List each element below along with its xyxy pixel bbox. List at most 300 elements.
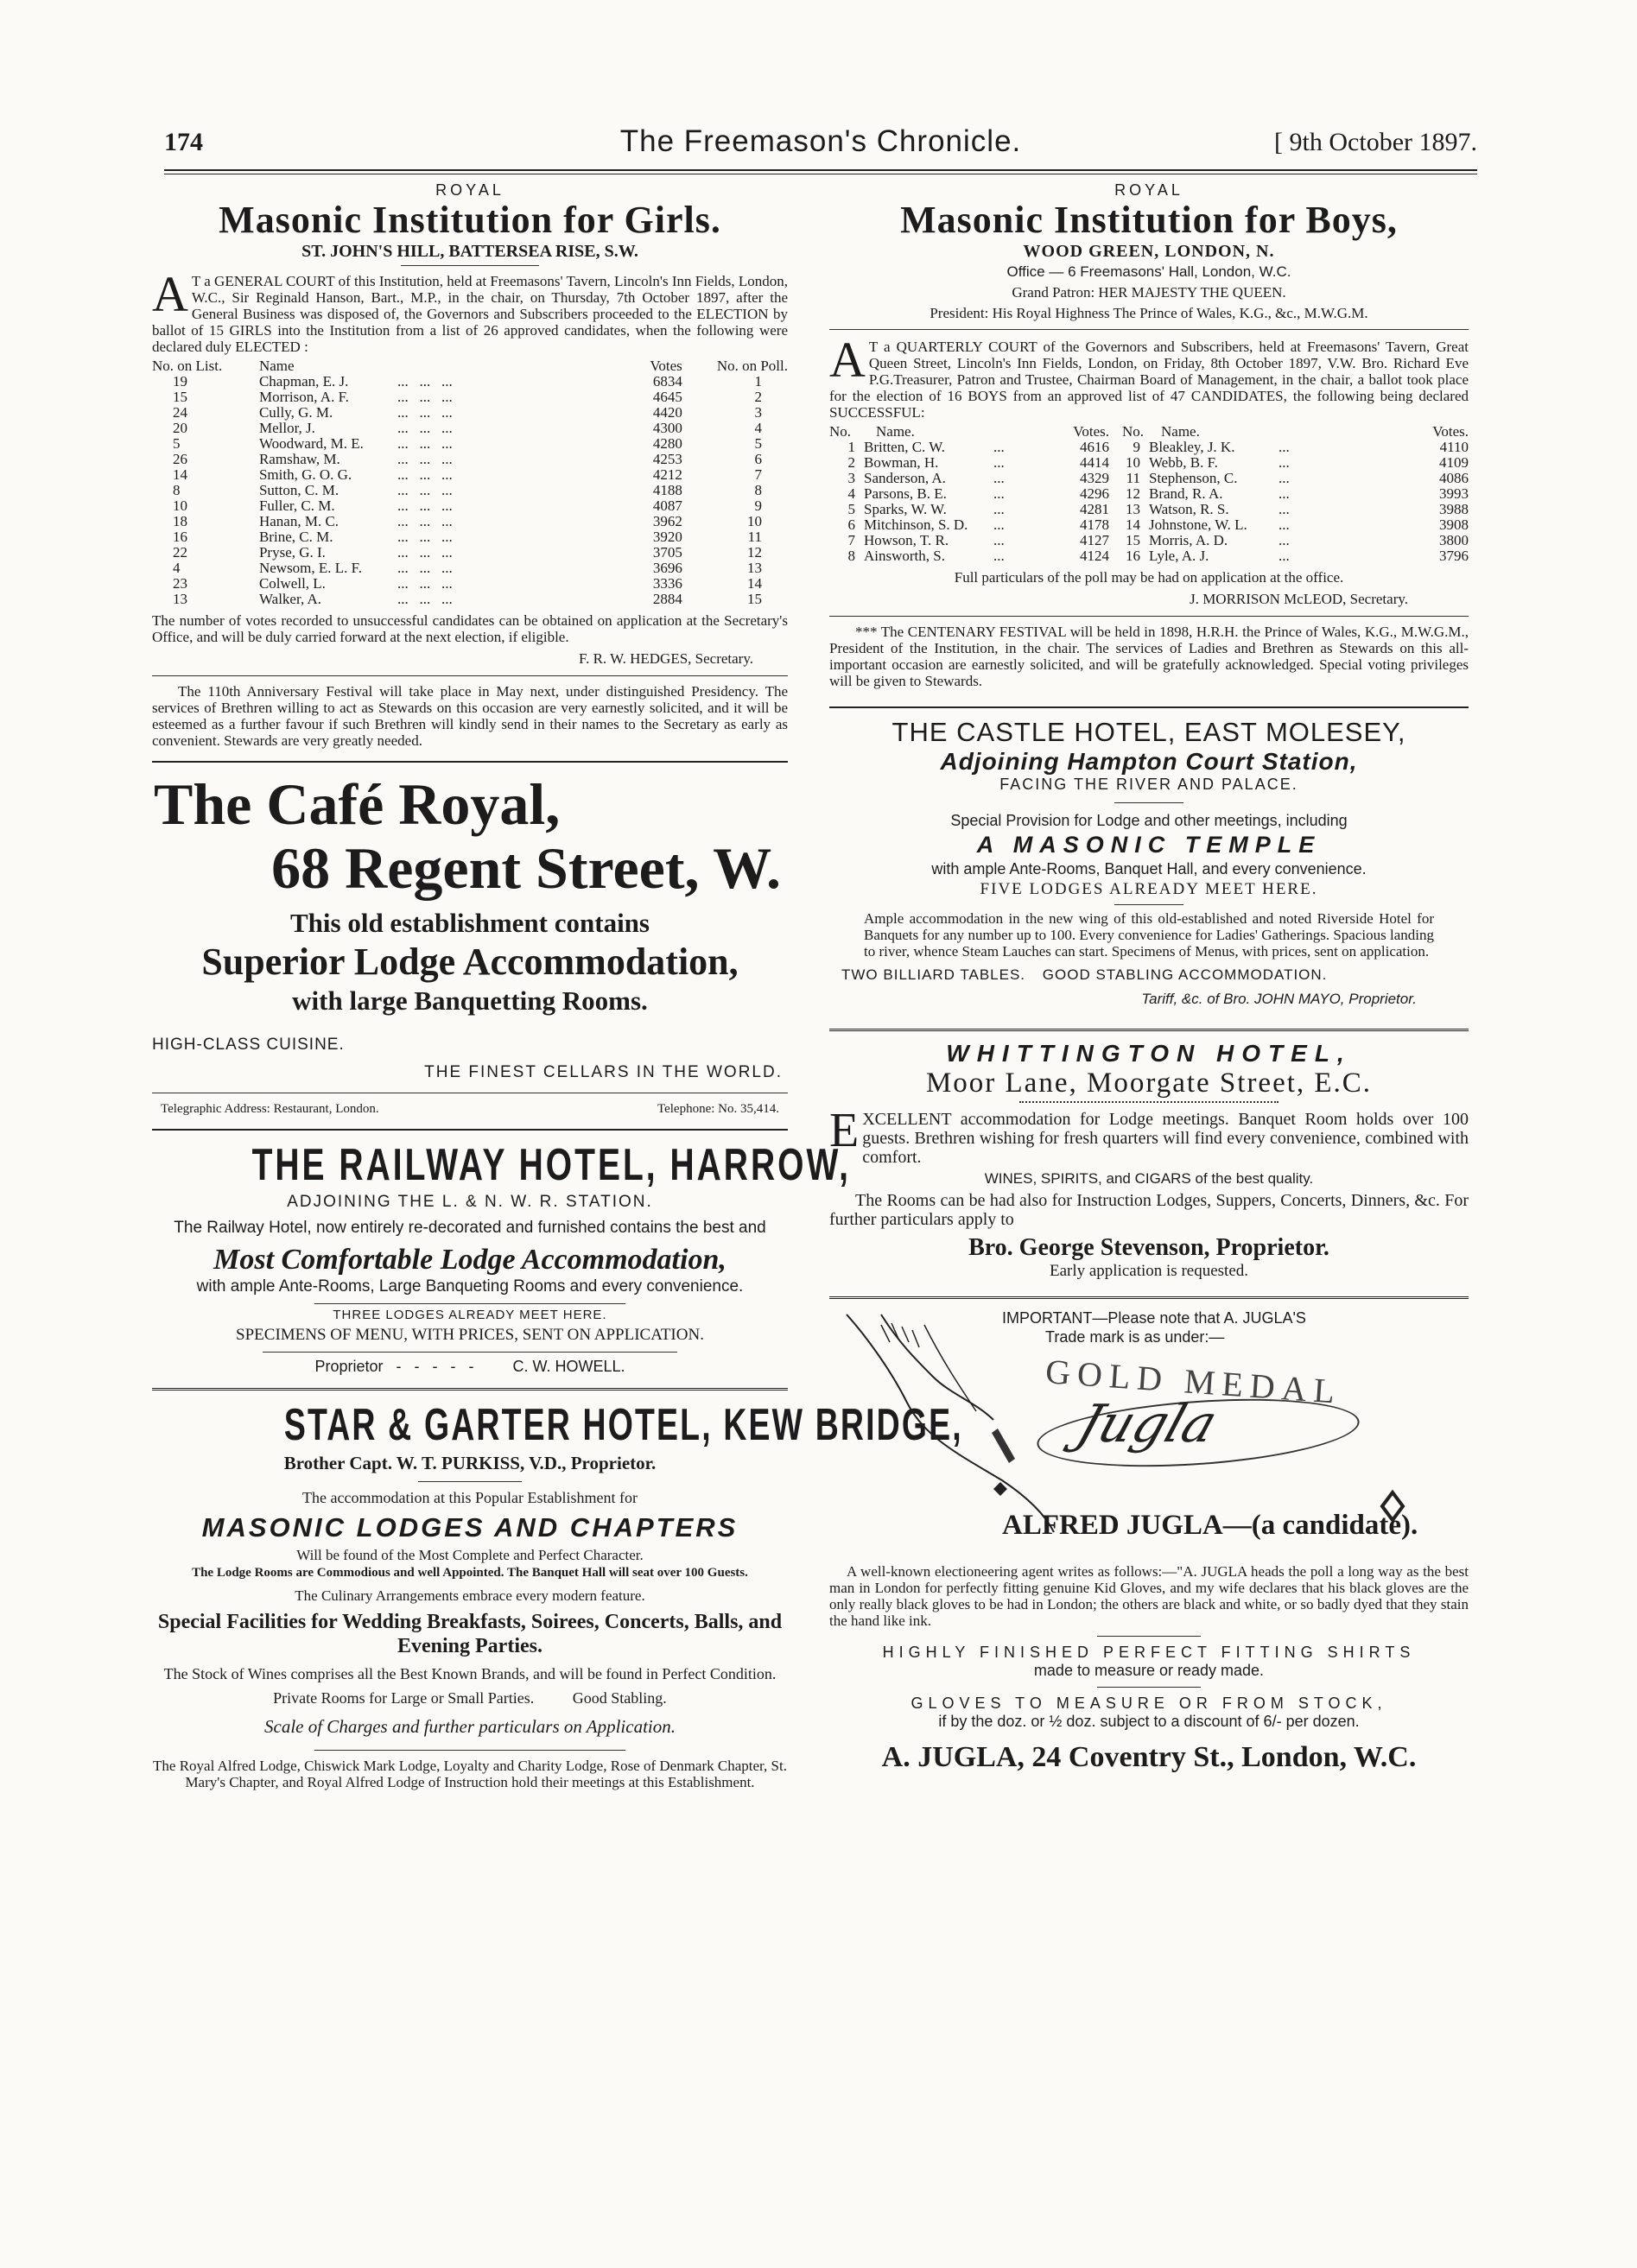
candidate-name xyxy=(247,561,605,576)
table-row xyxy=(152,592,788,607)
railway-adjoining: ADJOINING THE L. & N. W. R. STATION. xyxy=(287,1193,653,1211)
number: 13 xyxy=(1126,501,1140,517)
girls-poll-body xyxy=(152,374,788,607)
castle-with: with ample Ante-Rooms, Banquet Hall, and every convenience. xyxy=(931,860,1367,877)
whittington-early: Early application is requested. xyxy=(1049,1262,1249,1280)
table-row xyxy=(829,486,1469,502)
leader-dots: ... xyxy=(1279,548,1290,564)
star-title: STAR & GARTER HOTEL, KEW BRIDGE, xyxy=(283,1400,963,1450)
jugla-address: A. JUGLA, 24 Coventry St., London, W.C. xyxy=(881,1741,1417,1773)
table-row xyxy=(152,576,788,592)
candidate-name-text: Parsons, B. E. xyxy=(864,485,947,502)
whittington-address: Moor Lane, Moorgate Street, E.C. xyxy=(925,1067,1373,1099)
candidate-name xyxy=(247,436,605,452)
leader-dots: ... ... ... xyxy=(397,451,453,467)
poll-position: 7 xyxy=(754,466,762,483)
number: 9 xyxy=(1133,439,1140,455)
girls-festival: The 110th Anniversary Festival will take place in May next, under distinguished Presidency. The services of Brethren willing to act as Stewards on this occasion are very earnestly solicited, and it will be esteemed as a further favour if such Brethren will kindly send in their names to the Secretary as early as convenient. Stewards are very greatly needed. xyxy=(152,683,788,749)
cafe-title-1: The Café Royal, xyxy=(154,771,561,837)
candidate-name xyxy=(247,483,605,498)
votes: 4414 xyxy=(1080,454,1109,471)
whittington-body xyxy=(829,1104,1469,1167)
boys-kicker: ROYAL xyxy=(1114,181,1183,199)
leader-dots: ... ... ... xyxy=(397,420,453,436)
candidate-name xyxy=(859,517,1049,533)
leader-dots: ... ... ... xyxy=(397,389,453,405)
votes: 3962 xyxy=(652,513,682,529)
whittington-wines: WINES, SPIRITS, and CIGARS of the best quality. xyxy=(984,1170,1314,1187)
star-stabling: Good Stabling. xyxy=(572,1689,667,1707)
cafe-line-1: This old establishment contains xyxy=(289,908,650,938)
candidate-name xyxy=(247,576,605,592)
boys-intro xyxy=(829,332,1469,421)
candidate-name xyxy=(247,592,605,607)
candidate-name xyxy=(247,467,605,483)
candidate-name xyxy=(247,545,605,561)
leader-dots: ... ... ... xyxy=(397,513,453,529)
jugla-rule-2 xyxy=(1097,1687,1201,1688)
list-number: 8 xyxy=(173,482,181,498)
cafe-telephone: Telephone: No. 35,414. xyxy=(657,1102,779,1116)
star-brother: Brother Capt. W. T. PURKISS, V.D., Proprietor. xyxy=(283,1453,657,1473)
railway-title-wrap xyxy=(152,1139,851,1191)
whittington-title: WHITTINGTON HOTEL, xyxy=(946,1040,1352,1067)
list-number: 4 xyxy=(173,560,181,576)
list-number: 26 xyxy=(173,451,187,467)
votes: 4087 xyxy=(652,497,682,514)
votes: 4253 xyxy=(652,451,682,467)
cafe-line-2: Superior Lodge Accommodation, xyxy=(201,941,739,983)
table-row xyxy=(152,452,788,467)
girls-secretary: F. R. W. HEDGES, Secretary. xyxy=(579,650,753,667)
boys-col-name-2: Name. xyxy=(1161,423,1200,440)
whittington-bro: Bro. George Stevenson, Proprietor. xyxy=(968,1234,1329,1261)
leader-dots: ... xyxy=(1279,454,1290,471)
candidate-name xyxy=(247,514,605,529)
girls-col-name: Name xyxy=(258,358,295,374)
leader-dots: ... xyxy=(1279,485,1290,502)
candidate-name xyxy=(247,421,605,436)
table-row xyxy=(152,436,788,452)
votes: 4127 xyxy=(1080,532,1109,548)
table-row xyxy=(152,467,788,483)
candidate-name xyxy=(1144,440,1334,455)
star-rooms: The Lodge Rooms are Commodious and well Appointed. The Banquet Hall will seat over 100 Guests. xyxy=(192,1566,748,1580)
table-row xyxy=(152,514,788,529)
section-rule xyxy=(829,1029,1469,1031)
castle-billiard: TWO BILLIARD TABLES. xyxy=(841,966,1026,983)
boys-col-no: No. xyxy=(829,423,852,440)
votes: 4296 xyxy=(1080,485,1109,502)
votes: 3336 xyxy=(652,575,682,592)
star-special: Special Facilities for Wedding Breakfasts, Soirees, Concerts, Balls, and Evening Parties. xyxy=(157,1611,783,1657)
section-rule xyxy=(829,706,1469,708)
castle-features xyxy=(829,966,1469,984)
leader-dots: ... ... ... xyxy=(397,404,453,421)
star-found: Will be found of the Most Complete and Perfect Character. xyxy=(296,1547,644,1563)
jugla-trademark: Trade mark is as under:— xyxy=(1045,1328,1225,1346)
poll-position: 4 xyxy=(754,420,762,436)
candidate-name xyxy=(247,498,605,514)
candidate-name-text: Walker, A. xyxy=(258,591,322,607)
railway-proprietor-label: Proprietor - - - - - xyxy=(314,1358,474,1375)
votes: 4420 xyxy=(652,404,682,421)
poll-position: 11 xyxy=(747,529,762,545)
leader-dots: ... xyxy=(993,532,1005,548)
jugla-rule xyxy=(1097,1636,1201,1637)
list-number: 13 xyxy=(173,591,187,607)
star-accom: The accommodation at this Popular Establishment for xyxy=(302,1489,638,1506)
leader-dots: ... ... ... xyxy=(397,497,453,514)
railway-specimens: SPECIMENS OF MENU, WITH PRICES, SENT ON APPLICATION. xyxy=(236,1326,704,1344)
candidate-name-text: Watson, R. S. xyxy=(1149,501,1229,517)
section-rule xyxy=(152,1129,788,1131)
leader-dots: ... ... ... xyxy=(397,591,453,607)
leader-dots: ... xyxy=(1279,501,1290,517)
girls-poll-table xyxy=(152,358,788,607)
candidate-name-text: Pryse, G. I. xyxy=(258,544,326,561)
poll-position: 15 xyxy=(747,591,762,607)
boys-secretary: J. MORRISON McLEOD, Secretary. xyxy=(1190,591,1408,607)
votes: 3908 xyxy=(1439,516,1469,533)
leader-dots: ... xyxy=(993,516,1005,533)
candidate-name-text: Cully, G. M. xyxy=(258,404,333,421)
boys-rule xyxy=(829,329,1469,330)
girls-rule xyxy=(152,675,788,676)
table-row xyxy=(829,502,1469,517)
leader-dots: ... xyxy=(993,548,1005,564)
leader-dots: ... ... ... xyxy=(397,575,453,592)
castle-tariff: Tariff, &c. of Bro. JOHN MAYO, Proprietor. xyxy=(1141,991,1417,1007)
header-rule xyxy=(164,169,1477,171)
table-row xyxy=(152,421,788,436)
candidate-name-text: Mellor, J. xyxy=(258,420,315,436)
candidate-name xyxy=(247,405,605,421)
votes: 4178 xyxy=(1080,516,1109,533)
candidate-name xyxy=(1144,533,1334,548)
star-title-wrap xyxy=(152,1399,963,1451)
candidate-name xyxy=(247,529,605,545)
votes: 4280 xyxy=(652,435,682,452)
poll-position: 2 xyxy=(754,389,762,405)
boys-intro-text: T a QUARTERLY COURT of the Governors and Subscribers, held at Freemasons' Tavern, Great Queen Street, Lincoln's Inn Fields, London, on Friday, 8th October 1897, V.W. Bro. Richard Eve P.G.Treasurer, Patron and Trustee, Chairman Board of Management, in the chair, a ballot took place for the election of 16 BOYS from an approved list of 47 CANDIDATES, the following being declared SUCCESSFUL: xyxy=(829,339,1469,421)
votes: 4212 xyxy=(652,466,682,483)
number: 7 xyxy=(847,532,855,548)
table-row xyxy=(152,561,788,576)
jugla-body: A well-known electioneering agent writes as follows:—"A. JUGLA heads the poll a long way as the best man in London for perfectly fitting genuine Kid Gloves, and my wife declares that his black gloves are the only really black gloves to be had in London; the others are black and white, or so badly dyed that they stain the hand like ink. xyxy=(829,1563,1469,1629)
votes: 4086 xyxy=(1439,470,1469,486)
table-row xyxy=(829,440,1469,455)
candidate-name-text: Morrison, A. F. xyxy=(258,389,349,405)
jugla-advert xyxy=(829,1308,1469,1774)
votes: 4124 xyxy=(1080,548,1109,564)
star-culinary: The Culinary Arrangements embrace every modern feature. xyxy=(295,1587,645,1604)
candidate-name xyxy=(859,486,1049,502)
candidate-name xyxy=(859,455,1049,471)
votes: 3920 xyxy=(652,529,682,545)
candidate-name-text: Brine, C. M. xyxy=(258,529,333,545)
table-row xyxy=(829,533,1469,548)
list-number: 16 xyxy=(173,529,187,545)
number: 8 xyxy=(847,548,855,564)
leader-dots: ... ... ... xyxy=(397,435,453,452)
whittington-dropcap: E xyxy=(829,1104,860,1157)
leader-dots: ... xyxy=(993,439,1005,455)
girls-title: Masonic Institution for Girls. xyxy=(219,199,721,241)
castle-stabling: GOOD STABLING ACCOMMODATION. xyxy=(1042,966,1328,983)
table-row xyxy=(829,517,1469,533)
girls-col-poll: No. on Poll. xyxy=(716,358,788,374)
jugla-signature: Jugla xyxy=(1069,1394,1225,1454)
boys-poll-table xyxy=(829,424,1469,564)
cafe-cellars: THE FINEST CELLARS IN THE WORLD. xyxy=(424,1063,783,1081)
list-number: 5 xyxy=(173,435,181,452)
leader-dots: ... ... ... xyxy=(397,544,453,561)
number: 11 xyxy=(1126,470,1140,486)
right-column xyxy=(829,178,1469,1774)
jugla-trademark-block xyxy=(829,1308,1469,1558)
girls-col-no: No. on List. xyxy=(152,358,223,374)
candidate-name xyxy=(1144,486,1334,502)
poll-position: 6 xyxy=(754,451,762,467)
page-number: 174 xyxy=(164,128,203,156)
number: 4 xyxy=(847,485,855,502)
leader-dots: ... xyxy=(1279,439,1290,455)
girls-dropcap: A xyxy=(152,266,188,322)
boys-col-name: Name. xyxy=(876,423,915,440)
table-row xyxy=(152,545,788,561)
candidate-name-text: Brand, R. A. xyxy=(1149,485,1223,502)
votes: 4300 xyxy=(652,420,682,436)
poll-position: 12 xyxy=(747,544,762,561)
cafe-title-2: 68 Regent Street, W. xyxy=(271,835,781,901)
table-row xyxy=(152,483,788,498)
girls-short-rule xyxy=(401,265,539,266)
leader-dots: ... xyxy=(993,470,1005,486)
jugla-important: IMPORTANT—Please note that A. JUGLA'S xyxy=(1002,1309,1306,1327)
table-row xyxy=(152,390,788,405)
number: 15 xyxy=(1126,532,1140,548)
boys-poll-body xyxy=(829,440,1469,564)
candidate-name xyxy=(1144,455,1334,471)
boys-institution-notice xyxy=(829,181,1469,689)
candidate-name-text: Stephenson, C. xyxy=(1149,470,1238,486)
castle-five: FIVE LODGES ALREADY MEET HERE. xyxy=(980,880,1318,898)
leader-dots: ... xyxy=(993,485,1005,502)
candidate-name xyxy=(859,502,1049,517)
section-rule xyxy=(829,1296,1469,1299)
list-number: 18 xyxy=(173,513,187,529)
gold-medal-text: GOLD MEDAL xyxy=(1044,1352,1343,1411)
railway-desc: The Railway Hotel, now entirely re-decorated and furnished contains the best and xyxy=(174,1219,766,1237)
candidate-name xyxy=(859,548,1049,564)
candidate-name-text: Bleakley, J. K. xyxy=(1149,439,1235,455)
list-number: 20 xyxy=(173,420,187,436)
candidate-name-text: Chapman, E. J. xyxy=(258,373,349,390)
boys-poll-header xyxy=(829,424,1469,440)
number: 6 xyxy=(847,516,855,533)
jugla-gloves: GLOVES TO MEASURE OR FROM STOCK, xyxy=(911,1695,1387,1712)
candidate-name xyxy=(247,390,605,405)
number: 16 xyxy=(1126,548,1140,564)
girls-poll-header xyxy=(152,358,788,374)
railway-most: Most Comfortable Lodge Accommodation, xyxy=(213,1244,726,1276)
candidate-name-text: Johnstone, W. L. xyxy=(1149,516,1247,533)
star-scale: Scale of Charges and further particulars on Application. xyxy=(264,1716,676,1737)
castle-facing: FACING THE RIVER AND PALACE. xyxy=(999,776,1298,793)
leader-dots: ... ... ... xyxy=(397,482,453,498)
star-garter-advert xyxy=(152,1399,963,1790)
candidate-name-text: Morris, A. D. xyxy=(1149,532,1228,548)
boys-full: Full particulars of the poll may be had on application at the office. xyxy=(954,569,1344,586)
votes: 4645 xyxy=(652,389,682,405)
candidate-name-text: Bowman, H. xyxy=(864,454,939,471)
votes: 2884 xyxy=(652,591,682,607)
table-row xyxy=(152,405,788,421)
section-rule xyxy=(152,761,788,763)
votes: 4188 xyxy=(652,482,682,498)
candidate-name-text: Howson, T. R. xyxy=(864,532,949,548)
table-row xyxy=(829,455,1469,471)
railway-short-rule xyxy=(314,1303,625,1304)
star-private-row xyxy=(152,1689,788,1707)
leader-dots: ... xyxy=(1279,516,1290,533)
candidate-name-text: Colwell, L. xyxy=(258,575,326,592)
boys-dropcap: A xyxy=(829,332,866,388)
candidate-name-text: Hanan, M. C. xyxy=(258,513,339,529)
votes: 4616 xyxy=(1080,439,1109,455)
railway-rule xyxy=(263,1352,677,1353)
poll-position: 3 xyxy=(754,404,762,421)
candidate-name xyxy=(859,471,1049,486)
cafe-cuisine: HIGH-CLASS CUISINE. xyxy=(152,1036,345,1054)
candidate-name-text: Mitchinson, S. D. xyxy=(864,516,968,533)
candidate-name-text: Britten, C. W. xyxy=(864,439,945,455)
votes: 3988 xyxy=(1439,501,1469,517)
list-number: 24 xyxy=(173,404,187,421)
list-number: 15 xyxy=(173,389,187,405)
castle-short-rule-2 xyxy=(1114,904,1183,905)
cafe-contact xyxy=(152,1102,788,1117)
castle-short-rule xyxy=(1114,802,1183,803)
votes: 6834 xyxy=(652,373,682,390)
whittington-hotel-advert xyxy=(829,1040,1469,1281)
candidate-name-text: Fuller, C. M. xyxy=(258,497,335,514)
section-rule xyxy=(152,1388,788,1391)
boys-col-no-2: No. xyxy=(1121,423,1144,440)
castle-title: THE CASTLE HOTEL, EAST MOLESEY, xyxy=(891,717,1406,747)
jugla-candidate: ALFRED JUGLA—(a candidate). xyxy=(1002,1510,1418,1541)
whittington-rooms: The Rooms can be had also for Instruction Lodges, Suppers, Concerts, Dinners, &c. For further particulars apply to xyxy=(829,1191,1469,1229)
list-number: 14 xyxy=(173,466,187,483)
boys-president: President: His Royal Highness The Prince of Wales, K.G., &c., M.W.G.M. xyxy=(930,305,1368,321)
jugla-doz: if by the doz. or ½ doz. subject to a discount of 6/- per dozen. xyxy=(938,1713,1360,1730)
votes: 4329 xyxy=(1080,470,1109,486)
list-number: 10 xyxy=(173,497,187,514)
castle-temple: A MASONIC TEMPLE xyxy=(976,832,1322,858)
cafe-royal-advert xyxy=(152,771,788,1117)
candidate-name xyxy=(859,533,1049,548)
candidate-name xyxy=(1144,517,1334,533)
votes: 3705 xyxy=(652,544,682,561)
boys-title: Masonic Institution for Boys, xyxy=(900,199,1398,241)
castle-ample: Ample accommodation in the new wing of this old-established and noted Riverside Hotel for Banquets for any number up to 100. Every convenience for Ladies' Gatherings. Spacious landing to river, whence Steam Lauches can start. Specimens of Menus, with prices, sent on application. xyxy=(864,910,1434,960)
castle-hotel-advert xyxy=(829,717,1469,1008)
candidate-name-text: Sanderson, A. xyxy=(864,470,946,486)
table-row xyxy=(152,529,788,545)
number: 2 xyxy=(847,454,855,471)
jugla-shirts: HIGHLY FINISHED PERFECT FITTING SHIRTS xyxy=(882,1644,1416,1661)
number: 3 xyxy=(847,470,855,486)
boys-address: WOOD GREEN, LONDON, N. xyxy=(1023,242,1275,261)
star-short-rule xyxy=(418,1481,522,1482)
cafe-line-3: with large Banquetting Rooms. xyxy=(292,985,648,1016)
poll-position: 8 xyxy=(754,482,762,498)
girls-institution-notice xyxy=(152,181,788,749)
poll-position: 5 xyxy=(754,435,762,452)
issue-date: [ 9th October 1897. xyxy=(1274,128,1477,156)
table-row xyxy=(152,374,788,390)
boys-office: Office — 6 Freemasons' Hall, London, W.C. xyxy=(1006,263,1291,280)
poll-position: 13 xyxy=(747,560,762,576)
star-private: Private Rooms for Large or Small Parties. xyxy=(273,1689,535,1707)
leader-dots: ... xyxy=(993,501,1005,517)
candidate-name xyxy=(1144,471,1334,486)
votes: 3993 xyxy=(1439,485,1469,502)
newspaper-title: The Freemason's Chronicle. xyxy=(619,124,1022,158)
leader-dots: ... ... ... xyxy=(397,373,453,390)
whittington-ornament xyxy=(1019,1099,1279,1103)
girls-intro-text: T a GENERAL COURT of this Institution, held at Freemasons' Tavern, Lincoln's Inn Fields, London, W.C., Sir Reginald Hanson, Bart., M.P., in the chair, on Thursday, 7th October 1897, after the General Business was disposed of, the Governors and Subscribers proceeded to the ELECTION by ballot of 15 GIRLS into the Institution from a list of 26 approved candidates, when the following were declared duly ELECTED : xyxy=(152,273,788,355)
table-row xyxy=(829,548,1469,564)
candidate-name xyxy=(1144,548,1334,564)
candidate-name-text: Sutton, C. M. xyxy=(258,482,339,498)
poll-position: 9 xyxy=(754,497,762,514)
girls-note: The number of votes recorded to unsuccessful candidates can be obtained on application at the Secretary's Office, and will be duly carried forward at the next election, if eligible. xyxy=(152,612,788,645)
candidate-name-text: Newsom, E. L. F. xyxy=(258,560,363,576)
candidate-name-text: Ainsworth, S. xyxy=(864,548,945,564)
leader-dots: ... xyxy=(1279,532,1290,548)
votes: 4281 xyxy=(1080,501,1109,517)
star-masonic: MASONIC LODGES AND CHAPTERS xyxy=(201,1512,739,1543)
railway-hotel-advert xyxy=(152,1139,851,1376)
votes: 3800 xyxy=(1439,532,1469,548)
star-rule xyxy=(314,1750,625,1751)
girls-address: ST. JOHN'S HILL, BATTERSEA RISE, S.W. xyxy=(301,242,638,261)
boys-col-votes-2: Votes. xyxy=(1432,423,1469,440)
candidate-name xyxy=(247,452,605,467)
star-lodges: The Royal Alfred Lodge, Chiswick Mark Lodge, Loyalty and Charity Lodge, Rose of Denmark Chapter, St. Mary's Chapter, and Royal Alfred Lodge of Instruction hold their meetings at this Establishment. xyxy=(153,1758,787,1790)
candidate-name-text: Webb, B. F. xyxy=(1149,454,1218,471)
number: 14 xyxy=(1126,516,1140,533)
boys-centenary: *** The CENTENARY FESTIVAL will be held in 1898, H.R.H. the Prince of Wales, K.G., M.W.G.M., President of the Institution, in the chair. The services of Ladies and Brethren as Stewards on this all-important occasion are earnestly solicited, and will be gratefully acknowledged. Special voting privileges will be given to Stewards. xyxy=(829,624,1469,689)
candidate-name-text: Ramshaw, M. xyxy=(258,451,340,467)
candidate-name-text: Sparks, W. W. xyxy=(864,501,947,517)
leader-dots: ... xyxy=(993,454,1005,471)
boys-rule-2 xyxy=(829,616,1469,617)
boys-patron: Grand Patron: HER MAJESTY THE QUEEN. xyxy=(1012,284,1286,301)
candidate-name xyxy=(1144,502,1334,517)
girls-col-votes: Votes xyxy=(650,358,682,374)
railway-proprietor-name: C. W. HOWELL. xyxy=(512,1358,625,1375)
jugla-made: made to measure or ready made. xyxy=(1033,1662,1265,1679)
candidate-name-text: Woodward, M. E. xyxy=(258,435,364,452)
leader-dots: ... ... ... xyxy=(397,560,453,576)
leader-dots: ... xyxy=(1279,470,1290,486)
poll-position: 1 xyxy=(754,373,762,390)
girls-kicker: ROYAL xyxy=(435,181,504,199)
list-number: 23 xyxy=(173,575,187,592)
